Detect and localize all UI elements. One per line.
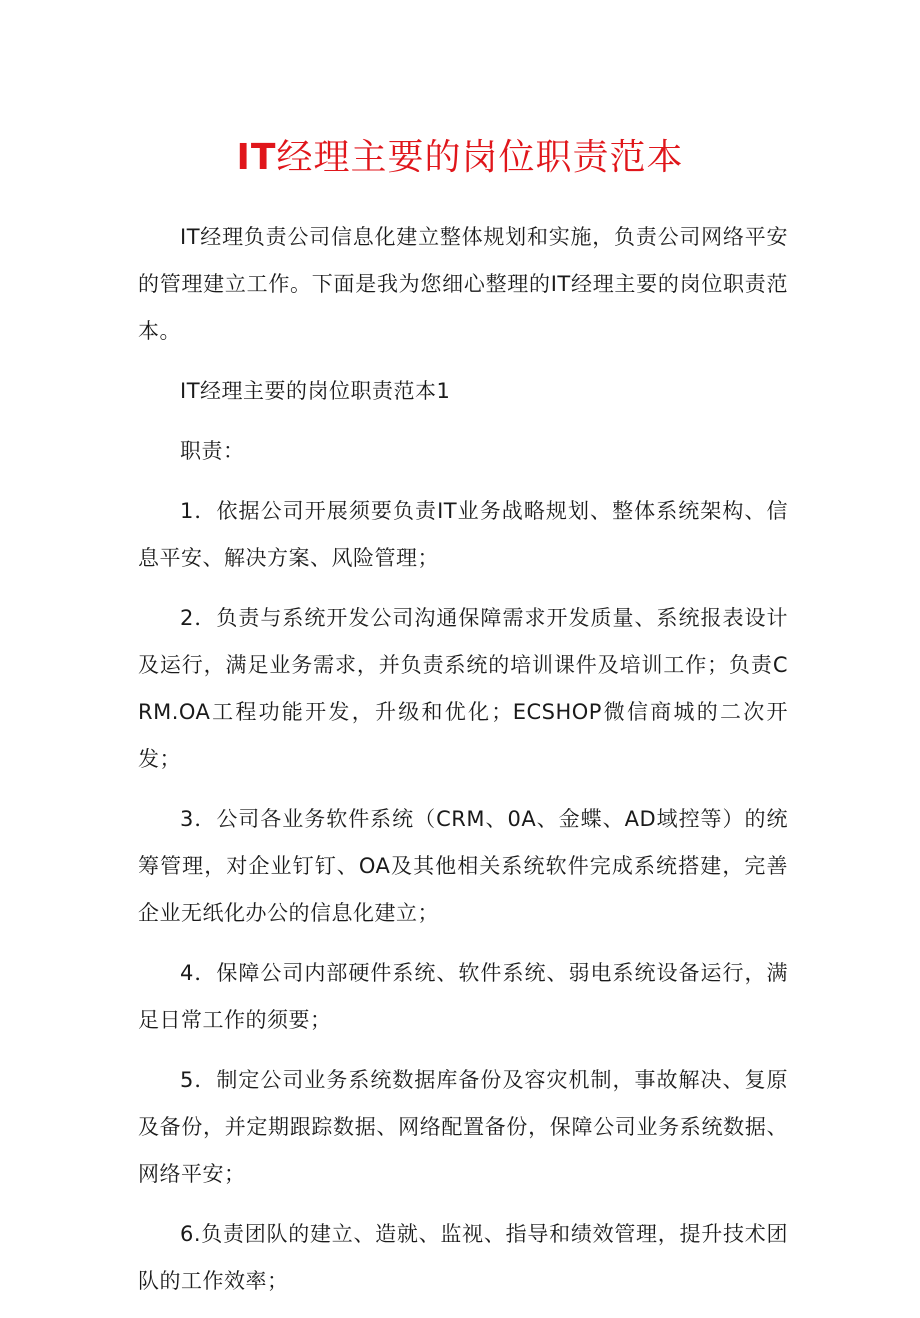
section-heading: IT经理主要的岗位职责范本1 <box>180 379 451 403</box>
intro-paragraph: IT经理负责公司信息化建立整体规划和实施，负责公司网络平安的管理建立工作。下面是我为您细心整理的IT经理主要的岗位职责范本。 <box>138 225 788 343</box>
duty-item-4: 4．保障公司内部硬件系统、软件系统、弱电系统设备运行，满足日常工作的须要； <box>138 961 788 1032</box>
duty-item-2: 2．负责与系统开发公司沟通保障需求开发质量、系统报表设计及运行，满足业务需求，并负责系统的培训课件及培训工作；负责CRM.OA工程功能开发，升级和优化；ECSHOP微信商城的二次开发； <box>138 606 788 771</box>
duties-label: 职责： <box>180 439 245 463</box>
page-title <box>0 132 920 184</box>
page-title-rest: 经理主要的岗位职责范本 <box>276 137 684 178</box>
duty-item-5: 5．制定公司业务系统数据库备份及容灾机制，事故解决、复原及备份，并定期跟踪数据、网络配置备份，保障公司业务系统数据、网络平安； <box>138 1068 788 1186</box>
page-title-prefix: IT <box>236 137 277 178</box>
document-body <box>138 214 788 1318</box>
duty-item-6: 6.负责团队的建立、造就、监视、指导和绩效管理，提升技术团队的工作效率； <box>138 1222 788 1293</box>
duty-item-1: 1．依据公司开展须要负责IT业务战略规划、整体系统架构、信息平安、解决方案、风险管理； <box>138 499 788 570</box>
duty-item-3: 3．公司各业务软件系统（CRM、0A、金蝶、AD域控等）的统筹管理，对企业钉钉、OA及其他相关系统软件完成系统搭建，完善企业无纸化办公的信息化建立； <box>138 807 788 925</box>
